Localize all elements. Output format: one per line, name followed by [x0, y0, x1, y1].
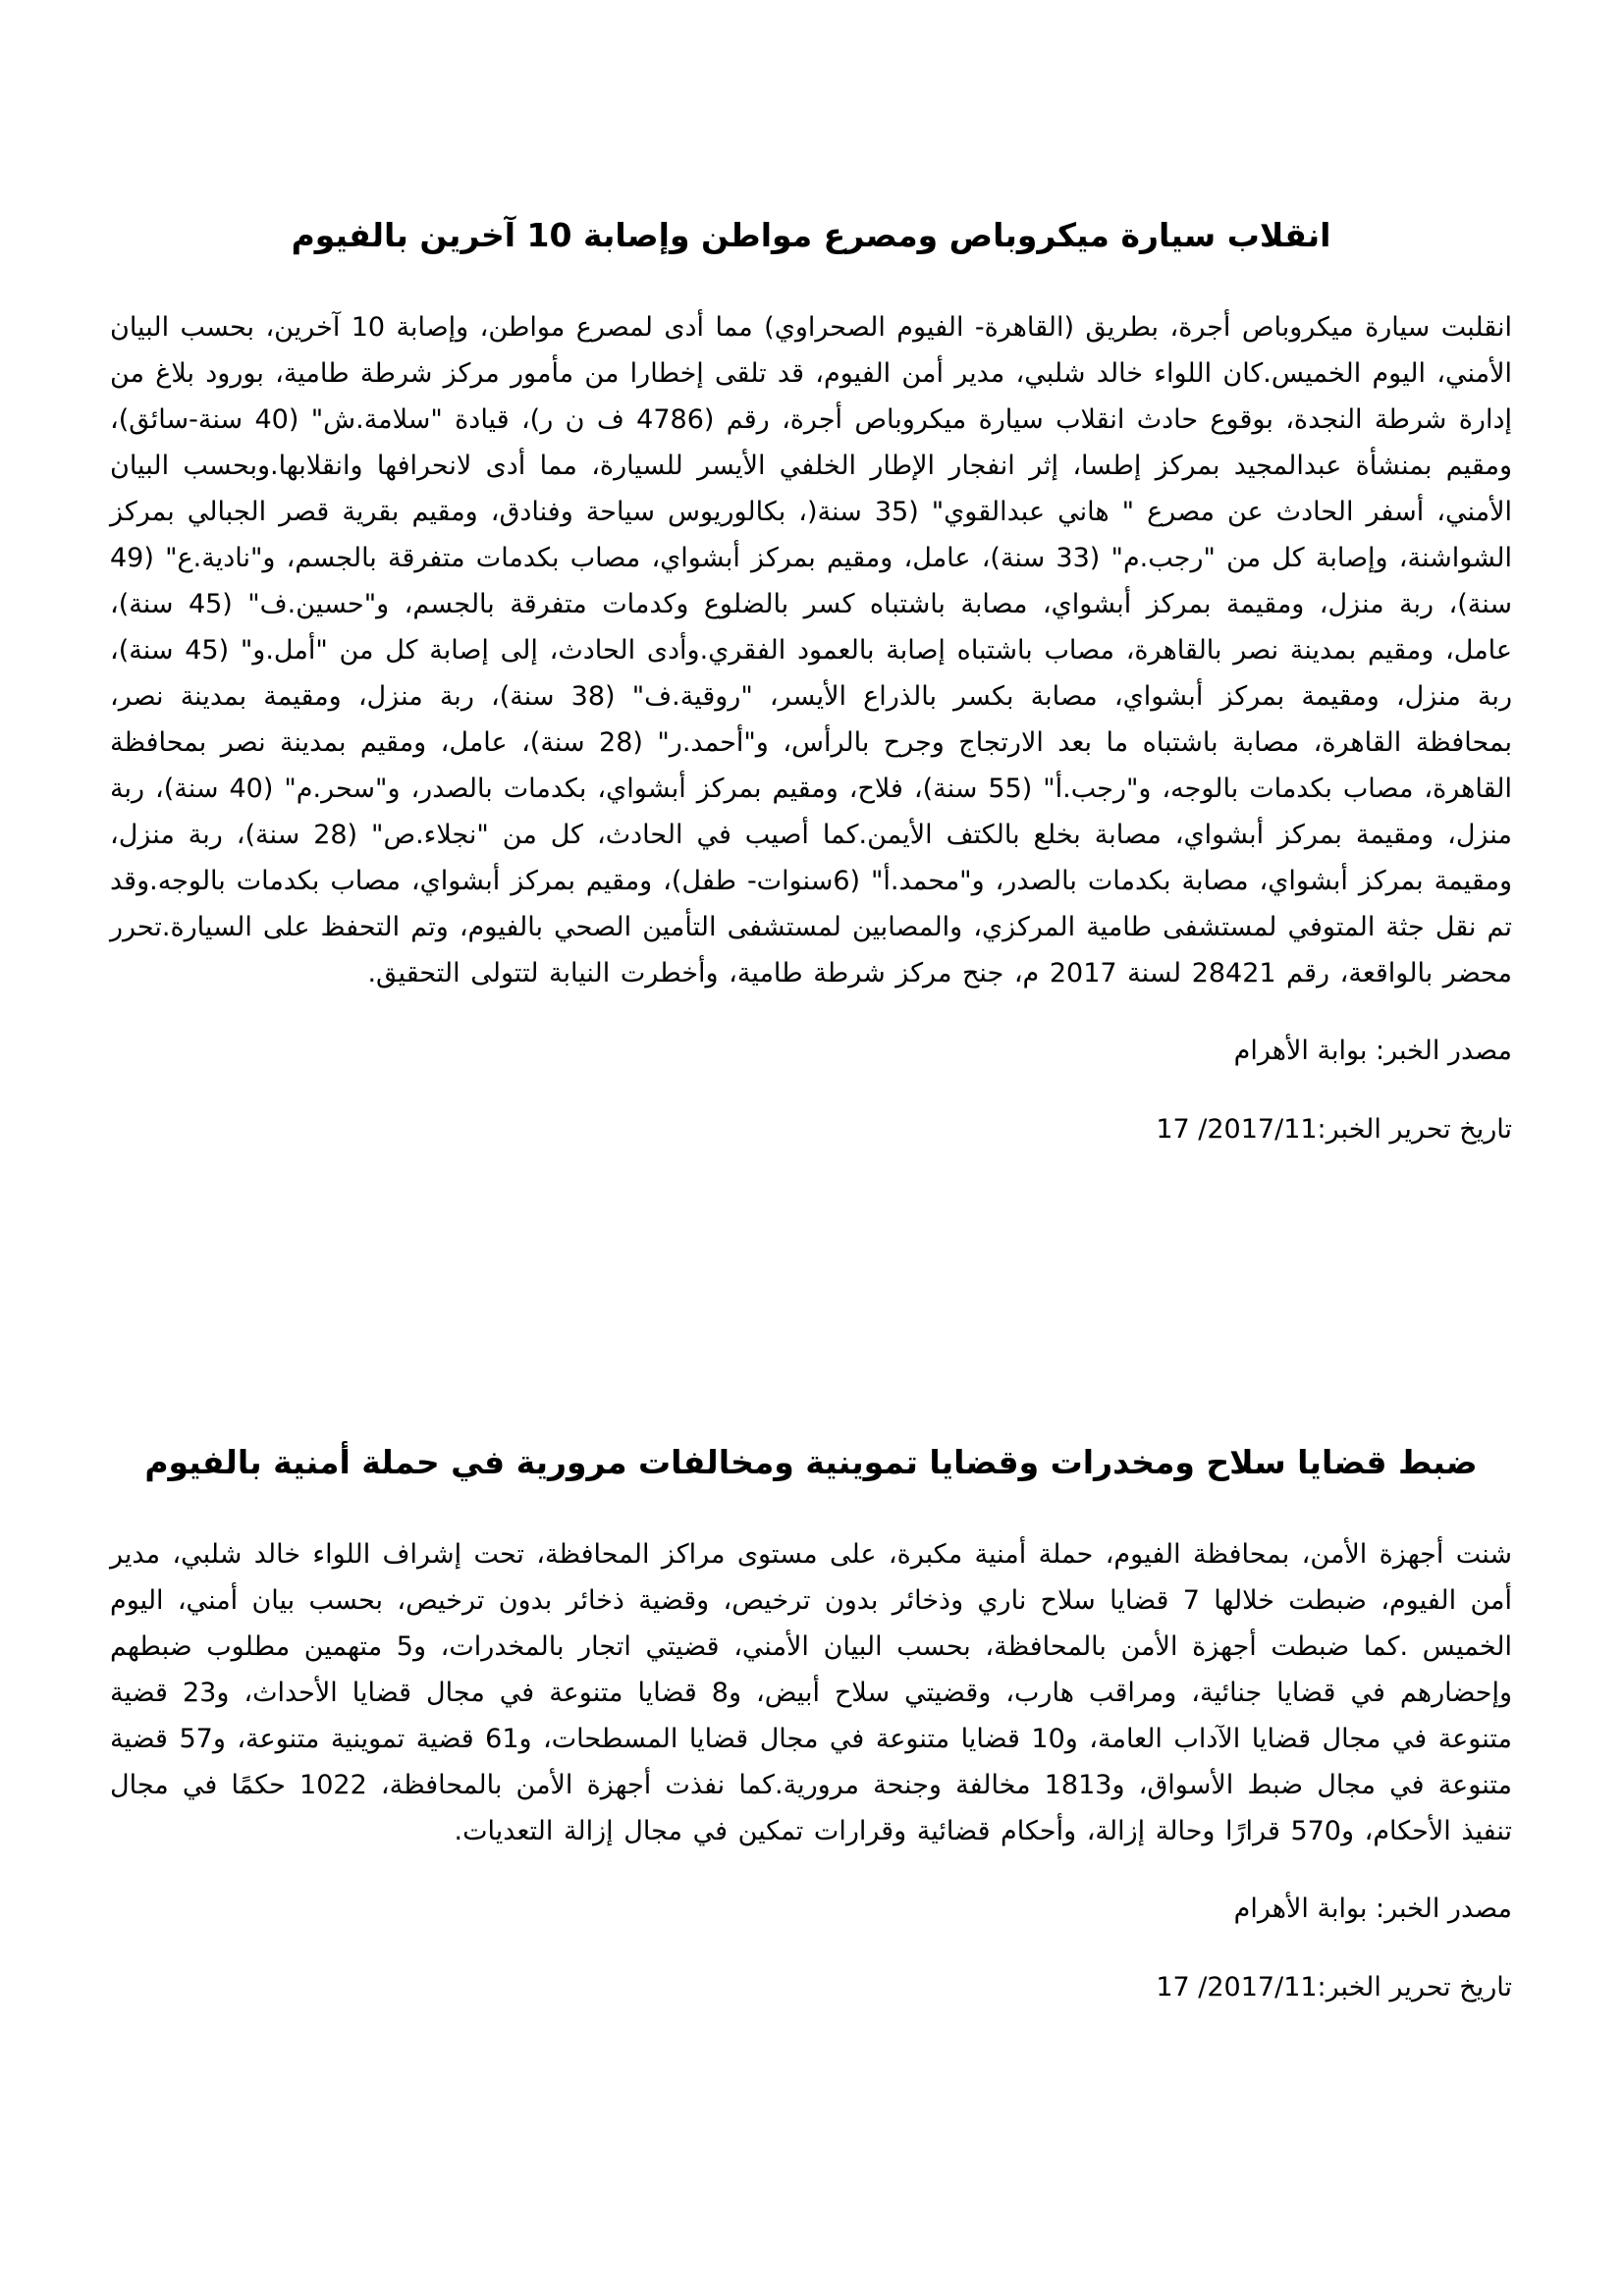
news-article: [110, 206, 1512, 1149]
article-date-label: تاريخ تحرير الخبر:: [1317, 1114, 1512, 1145]
article-headline: انقلاب سيارة ميكروباص ومصرع مواطن وإصابة 10 آخرين بالفيوم: [291, 216, 1331, 254]
article-body: شنت أجهزة الأمن، بمحافظة الفيوم، حملة أمنية مكبرة، على مستوى مراكز المحافظة، تحت إشراف اللواء خالد شلبي، مدير أمن الفيوم، ضبطت خلالها 7 قضايا سلاح ناري وذخائر بدون ترخيص، وقضية ذخائر بدون ترخيص، بحسب بيان أمني، اليوم الخميس .كما ضبطت أجهزة الأمن بالمحافظة، بحسب البيان الأمني، قضيتي اتجار بالمخدرات، و5 متهمين مطلوب ضبطهم وإحضارهم في قضايا جنائية، ومراقب هارب، وقضيتي سلاح أبيض، و8 قضايا متنوعة في مجال قضايا الأحداث، و23 قضية متنوعة في مجال قضايا الآداب العامة، و10 قضايا متنوعة في مجال قضايا المسطحات، و61 قضية تموينية متنوعة، و57 قضية متنوعة في مجال ضبط الأسواق، و1813 مخالفة وجنحة مرورية.كما نفذت أجهزة الأمن بالمحافظة، 1022 حكمًا في مجال تنفيذ الأحكام، و570 قرارًا وحالة إزالة، وأحكام قضائية وقرارات تمكين في مجال إزالة التعديات.: [110, 1539, 1512, 1846]
article-source: مصدر الخبر: بوابة الأهرام: [1233, 1894, 1512, 1924]
article-date-value: 17 /2017/11: [1156, 1114, 1318, 1145]
article-date: [110, 1968, 1512, 2007]
article-headline: ضبط قضايا سلاح ومخدرات وقضايا تموينية ومخالفات مرورية في حملة أمنية بالفيوم: [144, 1443, 1478, 1481]
article-source: مصدر الخبر: بوابة الأهرام: [1233, 1036, 1512, 1066]
article-date-label: تاريخ تحرير الخبر:: [1317, 1972, 1512, 2002]
article-date: [110, 1110, 1512, 1149]
article-date-value: 17 /2017/11: [1156, 1972, 1318, 2002]
article-body: انقلبت سيارة ميكروباص أجرة، بطريق (القاهرة- الفيوم الصحراوي) مما أدى لمصرع مواطن، وإصابة 10 آخرين، بحسب البيان الأمني، اليوم الخميس.كان اللواء خالد شلبي، مدير أمن الفيوم، قد تلقى إخطارا من مأمور مركز شرطة طامية، بورود بلاغ من إدارة شرطة النجدة، بوقوع حادث انقلاب سيارة ميكروباص أجرة، رقم (4786 ف ن ر)، قيادة "سلامة.ش" (40 سنة-سائق)، ومقيم بمنشأة عبدالمجيد بمركز إطسا، إثر انفجار الإطار الخلفي الأيسر للسيارة، مما أدى لانحرافها وانقلابها.وبحسب البيان الأمني، أسفر الحادث عن مصرع " هاني عبدالقوي" (35 سنة(، بكالوريوس سياحة وفنادق، ومقيم بقرية قصر الجبالي بمركز الشواشنة، وإصابة كل من "رجب.م" (33 سنة)، عامل، ومقيم بمركز أبشواي، مصاب بكدمات متفرقة بالجسم، و"نادية.ع" (49 سنة)، ربة منزل، ومقيمة بمركز أبشواي، مصابة باشتباه كسر بالضلوع وكدمات متفرقة بالجسم، و"حسين.ف" (45 سنة)، عامل، ومقيم بمدينة نصر بالقاهرة، مصاب باشتباه إصابة بالعمود الفقري.وأدى الحادث، إلى إصابة كل من "أمل.و" (45 سنة)، ربة منزل، ومقيمة بمركز أبشواي، مصابة بكسر بالذراع الأيسر، "روقية.ف" (38 سنة)، ربة منزل، ومقيمة بمدينة نصر، بمحافظة القاهرة، مصابة باشتباه ما بعد الارتجاج وجرح بالرأس، و"أحمد.ر" (28 سنة)، عامل، ومقيم بمدينة نصر بمحافظة القاهرة، مصاب بكدمات بالوجه، و"رجب.أ" (55 سنة)، فلاح، ومقيم بمركز أبشواي، بكدمات بالصدر، و"سحر.م" (40 سنة)، ربة منزل، ومقيمة بمركز أبشواي، مصابة بخلع بالكتف الأيمن.كما أصيب في الحادث، كل من "نجلاء.ص" (28 سنة)، ربة منزل، ومقيمة بمركز أبشواي، مصابة بكدمات بالصدر، و"محمد.أ" (6سنوات- طفل)، ومقيم بمركز أبشواي، مصاب بكدمات بالوجه.وقد تم نقل جثة المتوفي لمستشفى طامية المركزي، والمصابين لمستشفى التأمين الصحي بالفيوم، وتم التحفظ على السيارة.تحرر محضر بالواقعة، رقم 28421 لسنة 2017 م، جنح مركز شرطة طامية، وأخطرت النيابة لتتولى التحقيق.: [110, 312, 1512, 988]
news-article: [110, 1433, 1512, 2007]
